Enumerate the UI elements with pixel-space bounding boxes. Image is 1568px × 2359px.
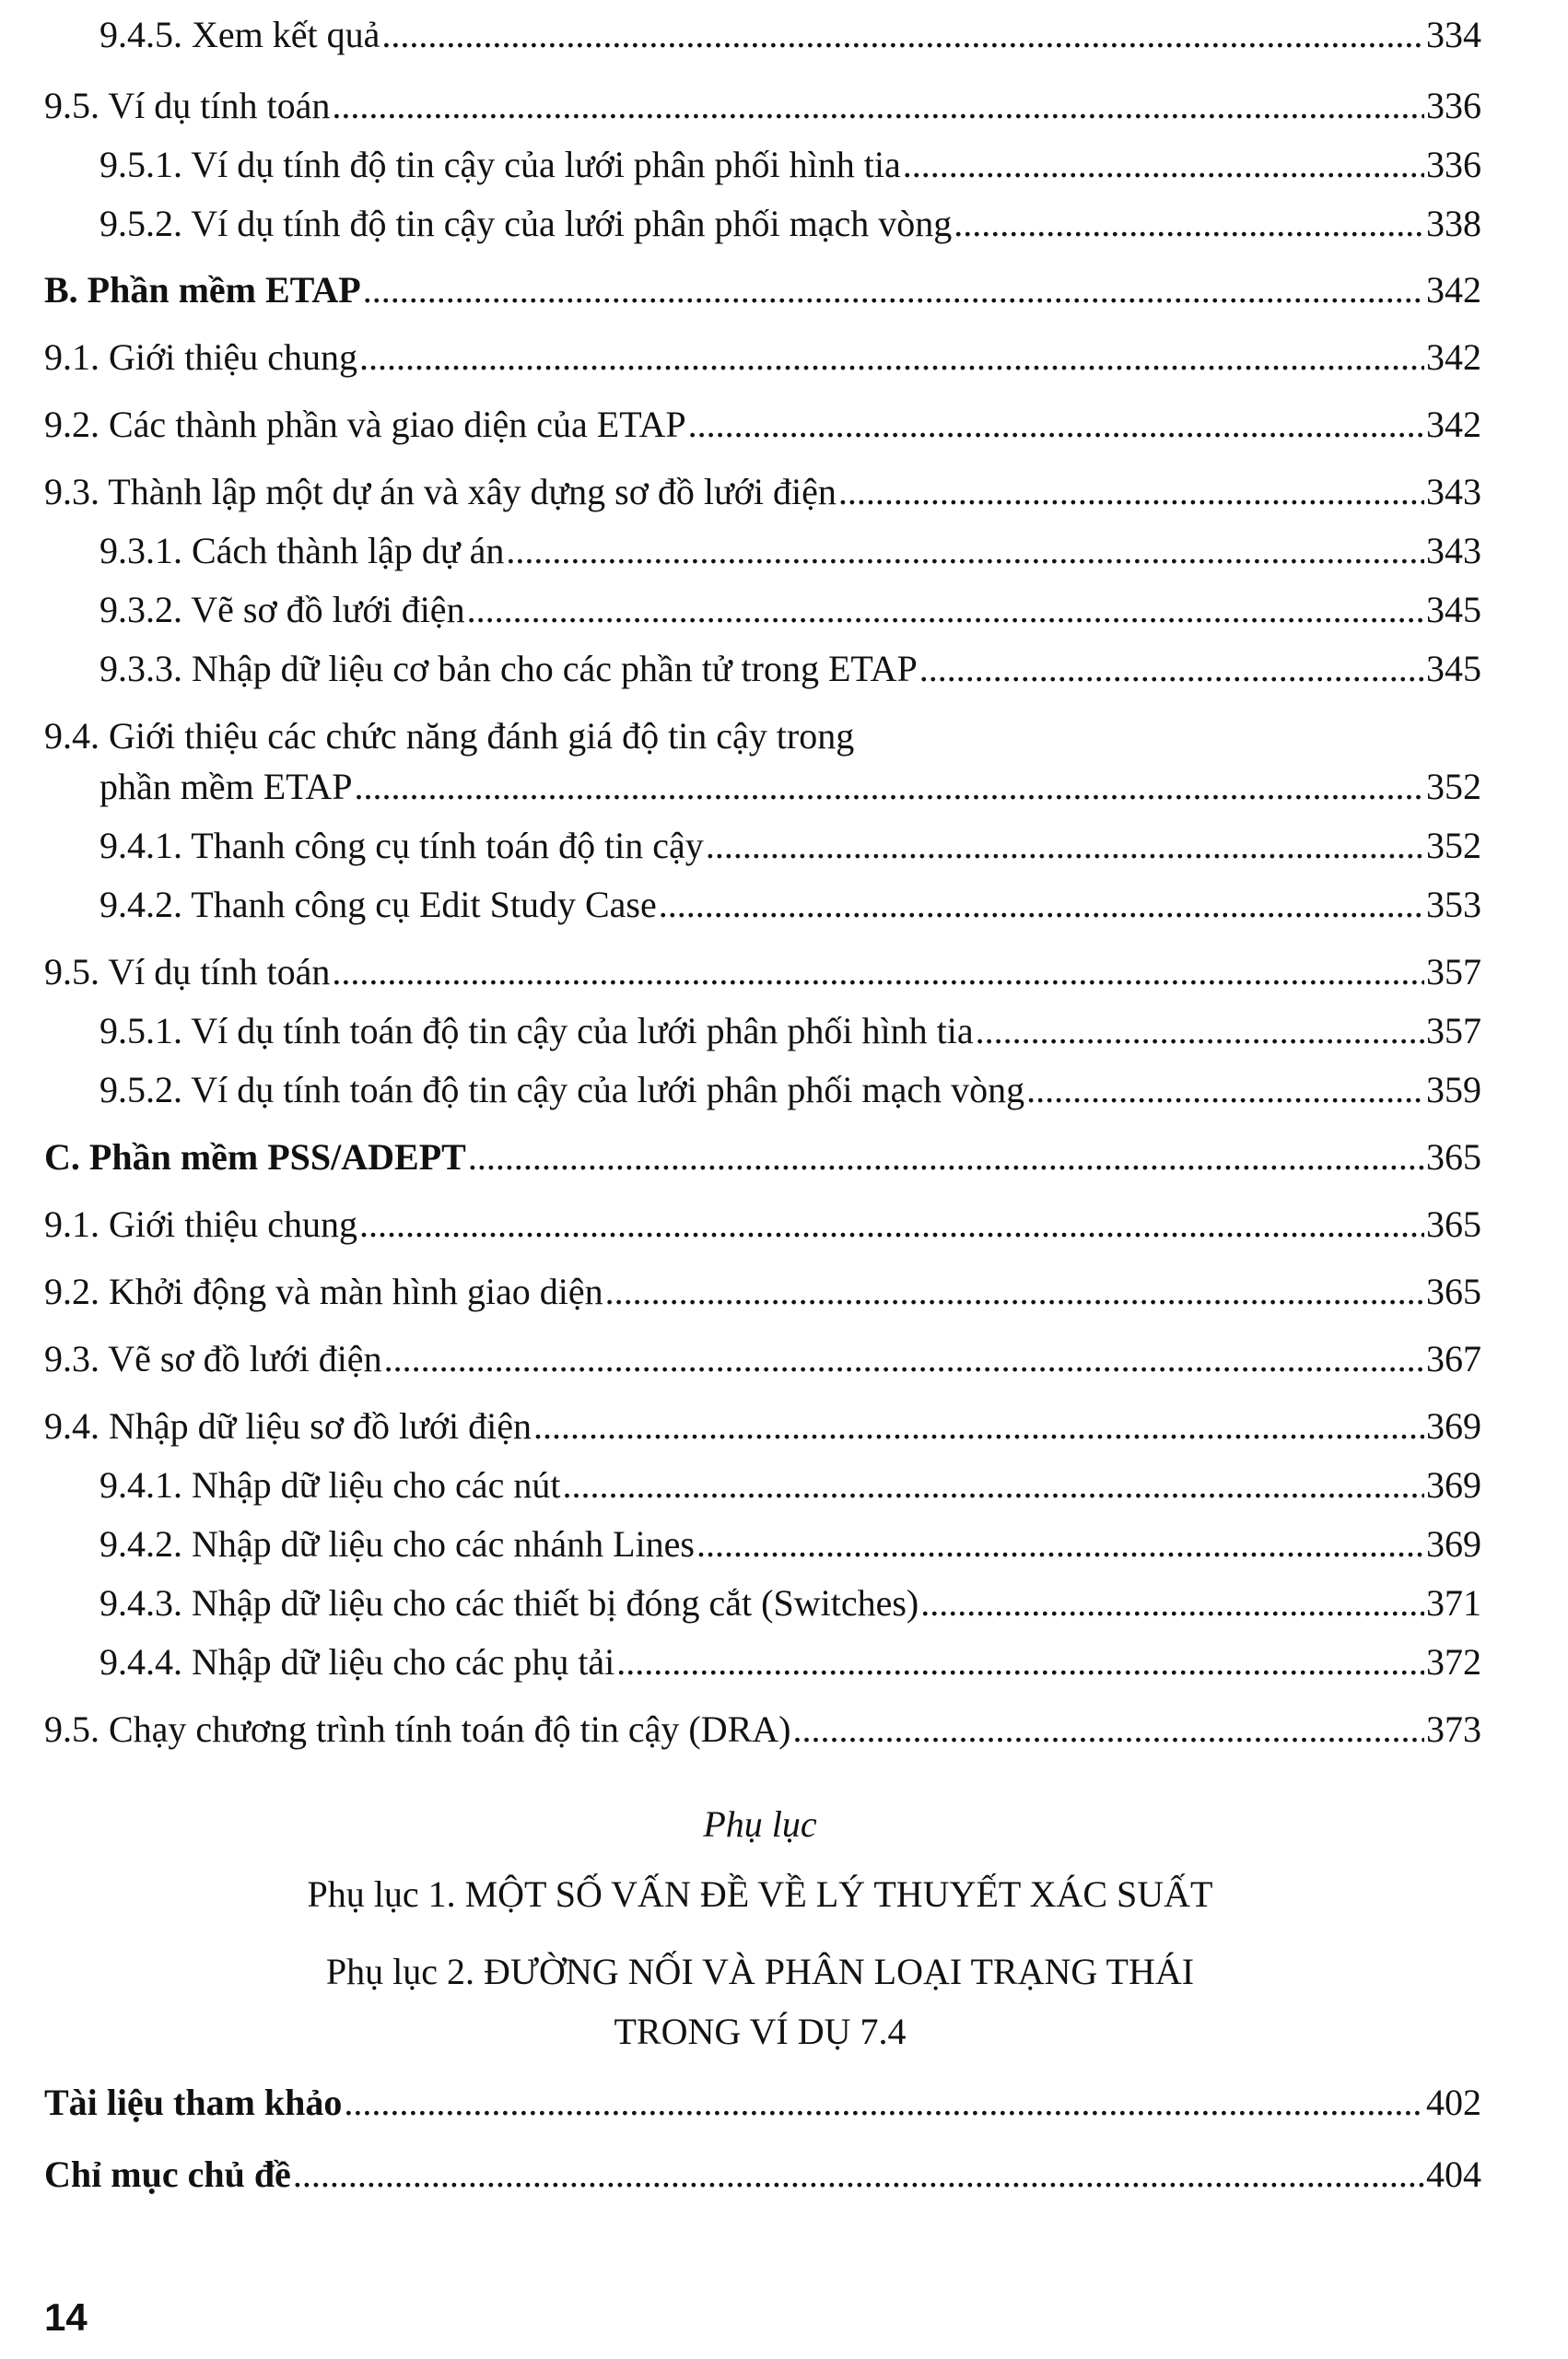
toc-entry xyxy=(44,469,1481,515)
toc-entry-page: 365 xyxy=(1426,1271,1481,1312)
toc-entry-page: 365 xyxy=(1426,1136,1481,1178)
toc-entry-page: 345 xyxy=(1426,648,1481,689)
toc-leader xyxy=(920,1580,1424,1626)
toc-entry-title: 9.5. Ví dụ tính toán xyxy=(44,85,331,126)
toc-entry xyxy=(99,12,1481,58)
toc-section-heading xyxy=(44,267,1481,313)
toc-entry-page: 338 xyxy=(1426,203,1481,244)
toc-entry-page: 402 xyxy=(1426,2082,1481,2123)
toc-entry-title: 9.2. Khởi động và màn hình giao diện xyxy=(44,1271,603,1312)
toc-leader xyxy=(384,1336,1424,1382)
toc-entry xyxy=(44,1269,1481,1315)
toc-leader xyxy=(293,2152,1424,2198)
toc-leader xyxy=(359,1202,1424,1248)
toc-entry-title: C. Phần mềm PSS/ADEPT xyxy=(44,1136,466,1178)
toc-entry-title: 9.3. Thành lập một dự án và xây dựng sơ đồ lưới điện xyxy=(44,471,837,512)
toc-entry xyxy=(99,1067,1481,1113)
toc-entry-title: 9.4.3. Nhập dữ liệu cho các thiết bị đóng cắt (Switches) xyxy=(99,1582,919,1624)
toc-entry-title: 9.4.1. Nhập dữ liệu cho các nút xyxy=(99,1464,561,1506)
toc-leader xyxy=(381,12,1424,58)
toc-entry-page: 359 xyxy=(1426,1069,1481,1110)
toc-leader xyxy=(533,1403,1424,1449)
toc-entry-page: 372 xyxy=(1426,1641,1481,1683)
toc-entry-page: 365 xyxy=(1426,1203,1481,1245)
toc-entry-page: 404 xyxy=(1426,2154,1481,2195)
toc-leader xyxy=(954,201,1424,247)
toc-entry-page: 336 xyxy=(1426,85,1481,126)
page-number: 14 xyxy=(44,2295,88,2339)
toc-entry-page: 345 xyxy=(1426,589,1481,630)
toc-entry-title: 9.1. Giới thiệu chung xyxy=(44,336,357,378)
toc-leader xyxy=(616,1639,1424,1685)
toc-entry xyxy=(44,1336,1481,1382)
toc-entry-title: 9.4.5. Xem kết quả xyxy=(99,14,380,55)
toc-entry xyxy=(44,83,1481,129)
toc-entry xyxy=(99,528,1481,574)
toc-leader xyxy=(976,1008,1424,1054)
toc-leader xyxy=(838,469,1424,515)
toc-leader xyxy=(1026,1067,1424,1113)
toc-entry-page: 357 xyxy=(1426,951,1481,992)
toc-entry-page: 352 xyxy=(1426,825,1481,866)
toc-entry-title: 9.4. Giới thiệu các chức năng đánh giá độ tin cậy trong xyxy=(44,715,855,757)
toc-entry-title: 9.5.1. Ví dụ tính toán độ tin cậy của lưới phân phối hình tia xyxy=(99,1010,974,1051)
toc-entry xyxy=(44,949,1481,995)
toc-entry-title: 9.5.2. Ví dụ tính toán độ tin cậy của lưới phân phối mạch vòng xyxy=(99,1069,1025,1110)
toc-entry xyxy=(99,1521,1481,1567)
toc-entry-title: 9.5.1. Ví dụ tính độ tin cậy của lưới phân phối hình tia xyxy=(99,144,901,185)
toc-leader xyxy=(355,764,1424,810)
toc-entry-title: 9.3.1. Cách thành lập dự án xyxy=(99,530,505,571)
toc-entry-page: 336 xyxy=(1426,144,1481,185)
toc-leader xyxy=(363,267,1424,313)
toc-entry-page: 371 xyxy=(1426,1582,1481,1624)
toc-entry-title: 9.3.3. Nhập dữ liệu cơ bản cho các phần tử trong ETAP xyxy=(99,648,918,689)
toc-leader xyxy=(562,1462,1424,1508)
toc-entry xyxy=(44,1202,1481,1248)
toc-leader xyxy=(696,1521,1424,1567)
toc-entry-page: 357 xyxy=(1426,1010,1481,1051)
toc-entry-title: 9.5. Ví dụ tính toán xyxy=(44,951,331,992)
toc-entry xyxy=(99,823,1481,869)
toc-entry xyxy=(44,402,1481,448)
toc-entry-title: 9.3.2. Vẽ sơ đồ lưới điện xyxy=(99,589,465,630)
toc-entry-title: 9.5.2. Ví dụ tính độ tin cậy của lưới phân phối mạch vòng xyxy=(99,203,953,244)
toc-entry-title: 9.5. Chạy chương trình tính toán độ tin cậy (DRA) xyxy=(44,1708,791,1750)
toc-leader xyxy=(793,1707,1425,1753)
toc-entry-title: Tài liệu tham khảo xyxy=(44,2082,343,2123)
toc-entry xyxy=(99,201,1481,247)
toc-entry-title: 9.3. Vẽ sơ đồ lưới điện xyxy=(44,1338,382,1379)
toc-entry xyxy=(99,1462,1481,1508)
toc-entry-page: 353 xyxy=(1426,884,1481,925)
toc-entry-title: 9.2. Các thành phần và giao diện của ETAP xyxy=(44,404,686,445)
toc-leader xyxy=(605,1269,1424,1315)
toc-entry-page: 369 xyxy=(1426,1464,1481,1506)
toc-leader xyxy=(919,646,1424,692)
toc-entry-title: 9.4.1. Thanh công cụ tính toán độ tin cậy xyxy=(99,825,704,866)
toc-entry-title: 9.4. Nhập dữ liệu sơ đồ lưới điện xyxy=(44,1405,532,1447)
toc-entry-title: Chỉ mục chủ đề xyxy=(44,2154,291,2195)
toc-entry xyxy=(44,1707,1481,1753)
toc-entry-title: 9.4.2. Thanh công cụ Edit Study Case xyxy=(99,884,657,925)
toc-entry-page: 369 xyxy=(1426,1523,1481,1565)
toc-entry-page: 334 xyxy=(1426,14,1481,55)
toc-entry xyxy=(99,142,1481,188)
toc-leader xyxy=(659,882,1424,928)
toc-leader xyxy=(467,587,1424,633)
toc-entry xyxy=(99,764,1481,810)
toc-leader xyxy=(468,1134,1424,1180)
toc-entry xyxy=(44,1403,1481,1449)
toc-entry xyxy=(99,882,1481,928)
toc-leader xyxy=(332,83,1424,129)
appendix-heading: Phụ lục xyxy=(703,1803,817,1845)
toc-entry-page: 369 xyxy=(1426,1405,1481,1447)
toc-leader xyxy=(903,142,1424,188)
toc-entry-page: 342 xyxy=(1426,336,1481,378)
toc-entry xyxy=(44,334,1481,381)
toc-entry-title: 9.4.2. Nhập dữ liệu cho các nhánh Lines xyxy=(99,1523,695,1565)
toc-entry-page: 343 xyxy=(1426,471,1481,512)
toc-entry-page: 367 xyxy=(1426,1338,1481,1379)
appendix-item-1: Phụ lục 1. MỘT SỐ VẤN ĐỀ VỀ LÝ THUYẾT XÁC SUẤT xyxy=(307,1873,1213,1915)
toc-entry-page: 343 xyxy=(1426,530,1481,571)
toc-leader xyxy=(688,402,1424,448)
toc-entry xyxy=(99,646,1481,692)
toc-leader xyxy=(359,334,1424,381)
toc-references xyxy=(44,2080,1481,2126)
toc-entry-title: 9.1. Giới thiệu chung xyxy=(44,1203,357,1245)
toc-leader xyxy=(332,949,1424,995)
toc-entry-title-continued: phần mềm ETAP xyxy=(99,766,353,807)
toc-leader xyxy=(506,528,1424,574)
appendix-item-2-line-1: Phụ lục 2. ĐƯỜNG NỐI VÀ PHÂN LOẠI TRẠNG THÁI xyxy=(325,1951,1195,1992)
toc-index xyxy=(44,2152,1481,2198)
toc-entry-page: 373 xyxy=(1426,1708,1481,1750)
toc-entry xyxy=(99,587,1481,633)
toc-entry-page: 352 xyxy=(1426,766,1481,807)
toc-leader xyxy=(344,2080,1424,2126)
toc-entry xyxy=(99,1639,1481,1685)
toc-leader xyxy=(706,823,1424,869)
toc-entry xyxy=(99,1008,1481,1054)
toc-entry xyxy=(99,1580,1481,1626)
toc-entry-title: 9.4.4. Nhập dữ liệu cho các phụ tải xyxy=(99,1641,615,1683)
appendix-item-2-line-2: TRONG VÍ DỤ 7.4 xyxy=(614,2011,907,2052)
toc-entry-page: 342 xyxy=(1426,404,1481,445)
toc-entry-title: B. Phần mềm ETAP xyxy=(44,269,361,311)
toc-entry-page: 342 xyxy=(1426,269,1481,311)
toc-section-heading xyxy=(44,1134,1481,1180)
